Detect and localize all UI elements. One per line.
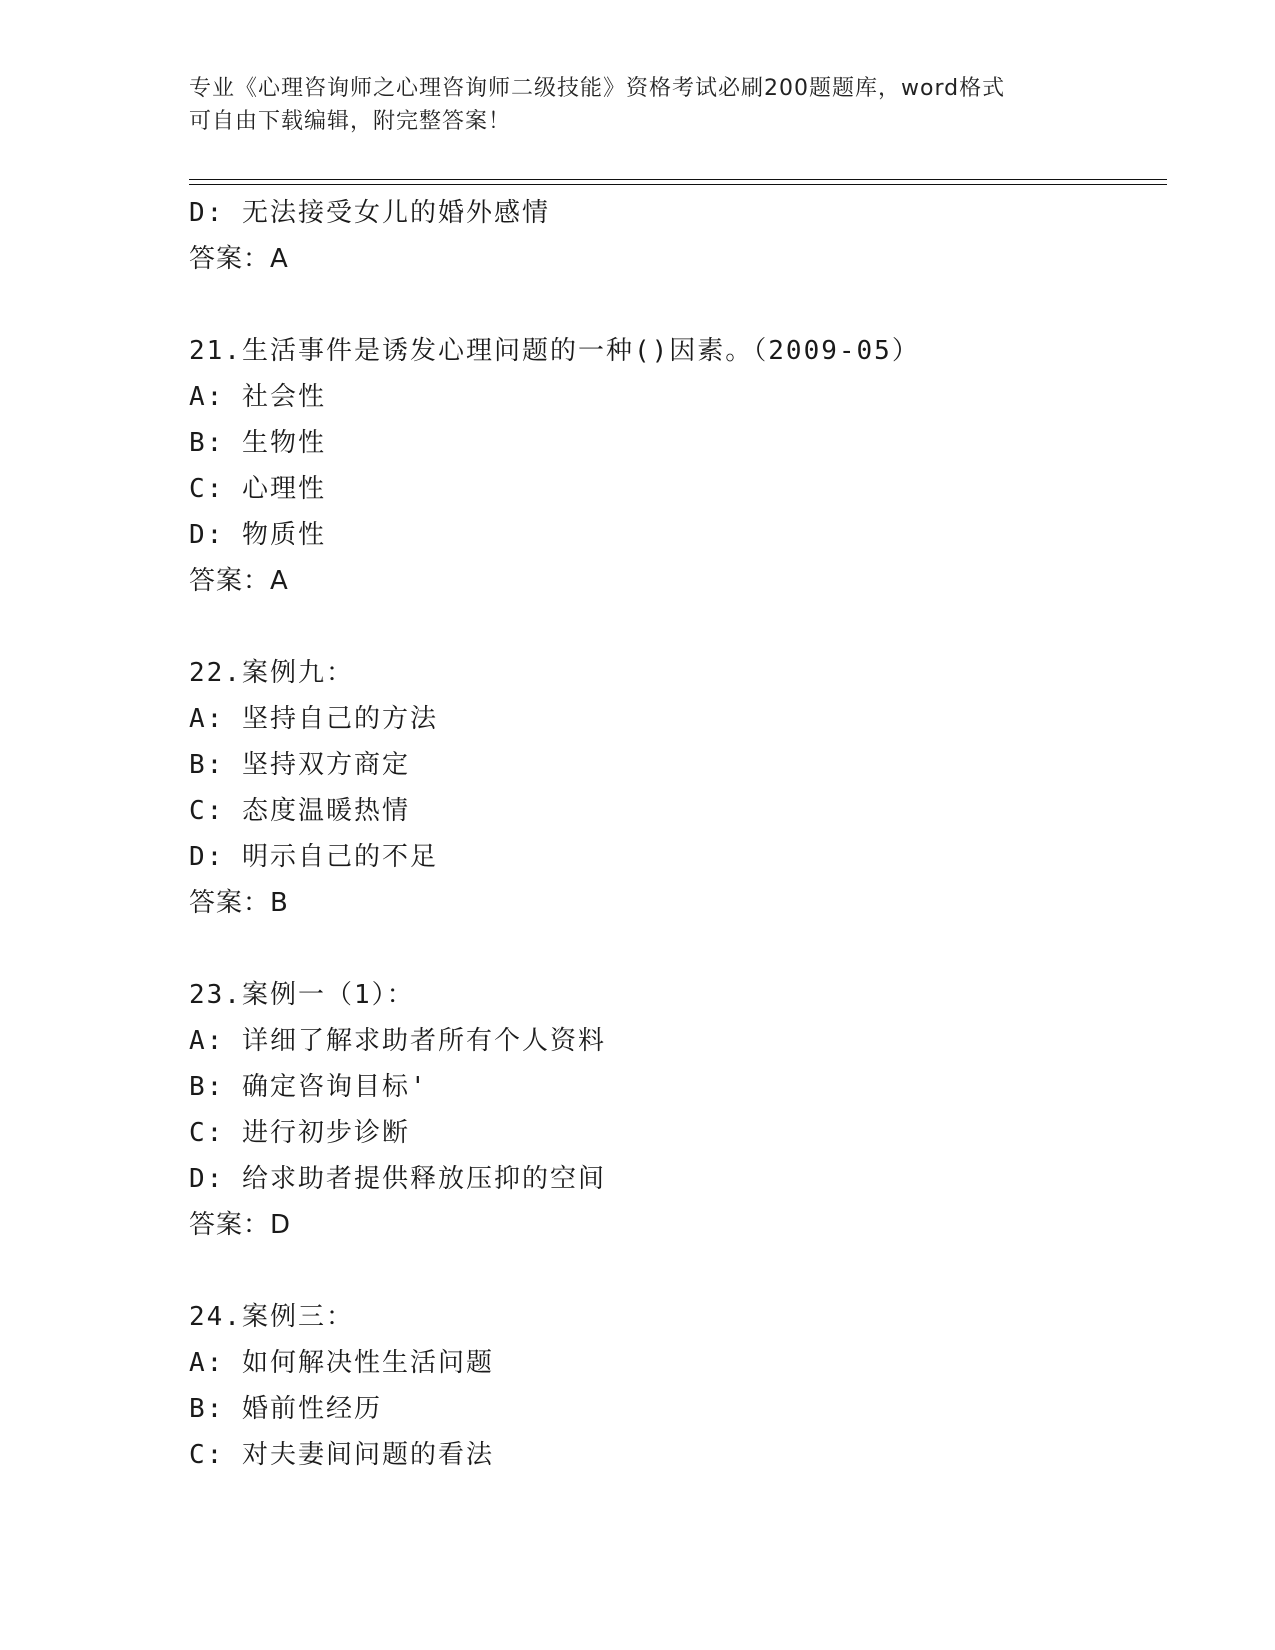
question-stem: 22.案例九： [189,658,354,688]
option-d: D: 明示自己的不足 [189,842,438,872]
option-b: B: 生物性 [189,428,326,458]
spacer [189,1248,1169,1294]
question-stem: 21.生活事件是诱发心理问题的一种()因素。（2009-05） [189,336,920,366]
option-c: C: 心理性 [189,474,326,504]
question-list [189,190,1169,1478]
document-header [189,72,1089,138]
option-b: B: 坚持双方商定 [189,750,410,780]
prev-answer: 答案：A [189,244,289,274]
prev-option-d: D: 无法接受女儿的婚外感情 [189,198,550,228]
option-b: B: 婚前性经历 [189,1394,382,1424]
option-b: B: 确定咨询目标' [189,1072,428,1102]
header-rule-top [189,179,1167,180]
question-stem: 24.案例三： [189,1302,354,1332]
spacer [189,282,1169,328]
option-c: C: 态度温暖热情 [189,796,410,826]
option-a: A: 社会性 [189,382,326,412]
header-line-2: 可自由下载编辑，附完整答案！ [189,109,512,134]
option-c: C: 对夫妻间问题的看法 [189,1440,494,1470]
option-a: A: 坚持自己的方法 [189,704,438,734]
question-stem: 23.案例一（1）： [189,980,415,1010]
header-rule-bottom [189,184,1167,185]
option-a: A: 如何解决性生活问题 [189,1348,494,1378]
spacer [189,926,1169,972]
option-d: D: 物质性 [189,520,326,550]
header-line-1: 专业《心理咨询师之心理咨询师二级技能》资格考试必刷200题题库，word格式 [189,76,1006,101]
option-c: C: 进行初步诊断 [189,1118,410,1148]
answer: 答案：D [189,1210,292,1240]
answer: 答案：B [189,888,289,918]
option-a: A: 详细了解求助者所有个人资料 [189,1026,606,1056]
option-d: D: 给求助者提供释放压抑的空间 [189,1164,606,1194]
answer: 答案：A [189,566,289,596]
spacer [189,604,1169,650]
